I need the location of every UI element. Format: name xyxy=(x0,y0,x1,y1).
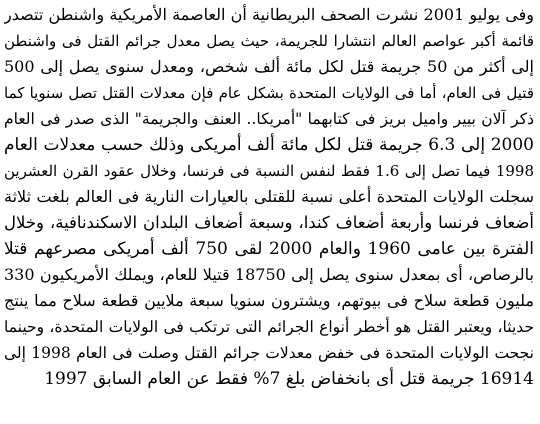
paragraph-line-5: ذكر آلان بيير واميل بريز فى كتابهما "أمريكا.. العنف والجريمة" الذى صدر فى العام xyxy=(4,110,534,128)
paragraph-line-8: سجلت الولايات المتحدة أعلى نسبة للقتلى بالعيارات النارية فى العالم بلغت ثلاثة xyxy=(4,187,534,206)
paragraph-line-2: قائمة أكبر عواصم العالم انتشارا للجريمة، حيث يصل معدل جرائم القتل فى واشنطن xyxy=(4,32,534,50)
paragraph-line-1: وفى يوليو 2001 نشرت الصحف البريطانية أن العاصمة الأمريكية واشنطن تتصدر xyxy=(4,5,534,24)
paragraph-line-9: أضعاف فرنسا وأربعة أضعاف كندا، وسبعة أضعاف البلدان الاسكندنافية، وخلال xyxy=(4,213,534,232)
paragraph-line-7: 1998 فيما تصل إلى 1.6 فقط لنفس النسبة فى فرنسا، وخلال عقود القرن العشرين xyxy=(4,162,534,180)
article-paragraph xyxy=(4,0,534,392)
paragraph-line-6: 2000 إلى 6.3 جريمة قتل لكل مائة ألف أمريكى وذلك حسب معدلات العام xyxy=(4,135,534,155)
paragraph-line-15: 16914 جريمة قتل أى بانخفاض بلغ 7% فقط عن العام السابق 1997 xyxy=(44,369,534,389)
paragraph-line-13: حديثا، ويعتبر القتل هو أخطر أنواع الجرائم التى ترتكب فى الولايات المتحدة، وحينما xyxy=(4,318,534,336)
paragraph-line-4: قتيل فى العام، أما فى الولايات المتحدة بشكل عام فإن معدلات القتل تصل سنويا كما xyxy=(4,84,534,102)
paragraph-line-11: بالرصاص، أى بمعدل سنوى يصل إلى 18750 قتيلا للعام، ويملك الأمريكيون 330 xyxy=(4,265,534,284)
paragraph-line-14: نجحت الولايات المتحدة فى خفض معدلات جرائم القتل وصلت فى العام 1998 إلى xyxy=(4,344,534,362)
paragraph-line-10: الفترة بين عامى 1960 والعام 2000 لقى 750 ألف أمريكى مصرعهم قتلا xyxy=(4,239,534,259)
paragraph-line-12: مليون قطعة سلاح فى بيوتهم، ويشترون سنويا سبعة ملايين قطعة سلاح مما ينتج xyxy=(4,291,534,310)
paragraph-line-3: إلى أكثر من 50 جريمة قتل لكل مائة ألف شخص، ومعدل سنوى يصل إلى 500 xyxy=(4,57,534,76)
